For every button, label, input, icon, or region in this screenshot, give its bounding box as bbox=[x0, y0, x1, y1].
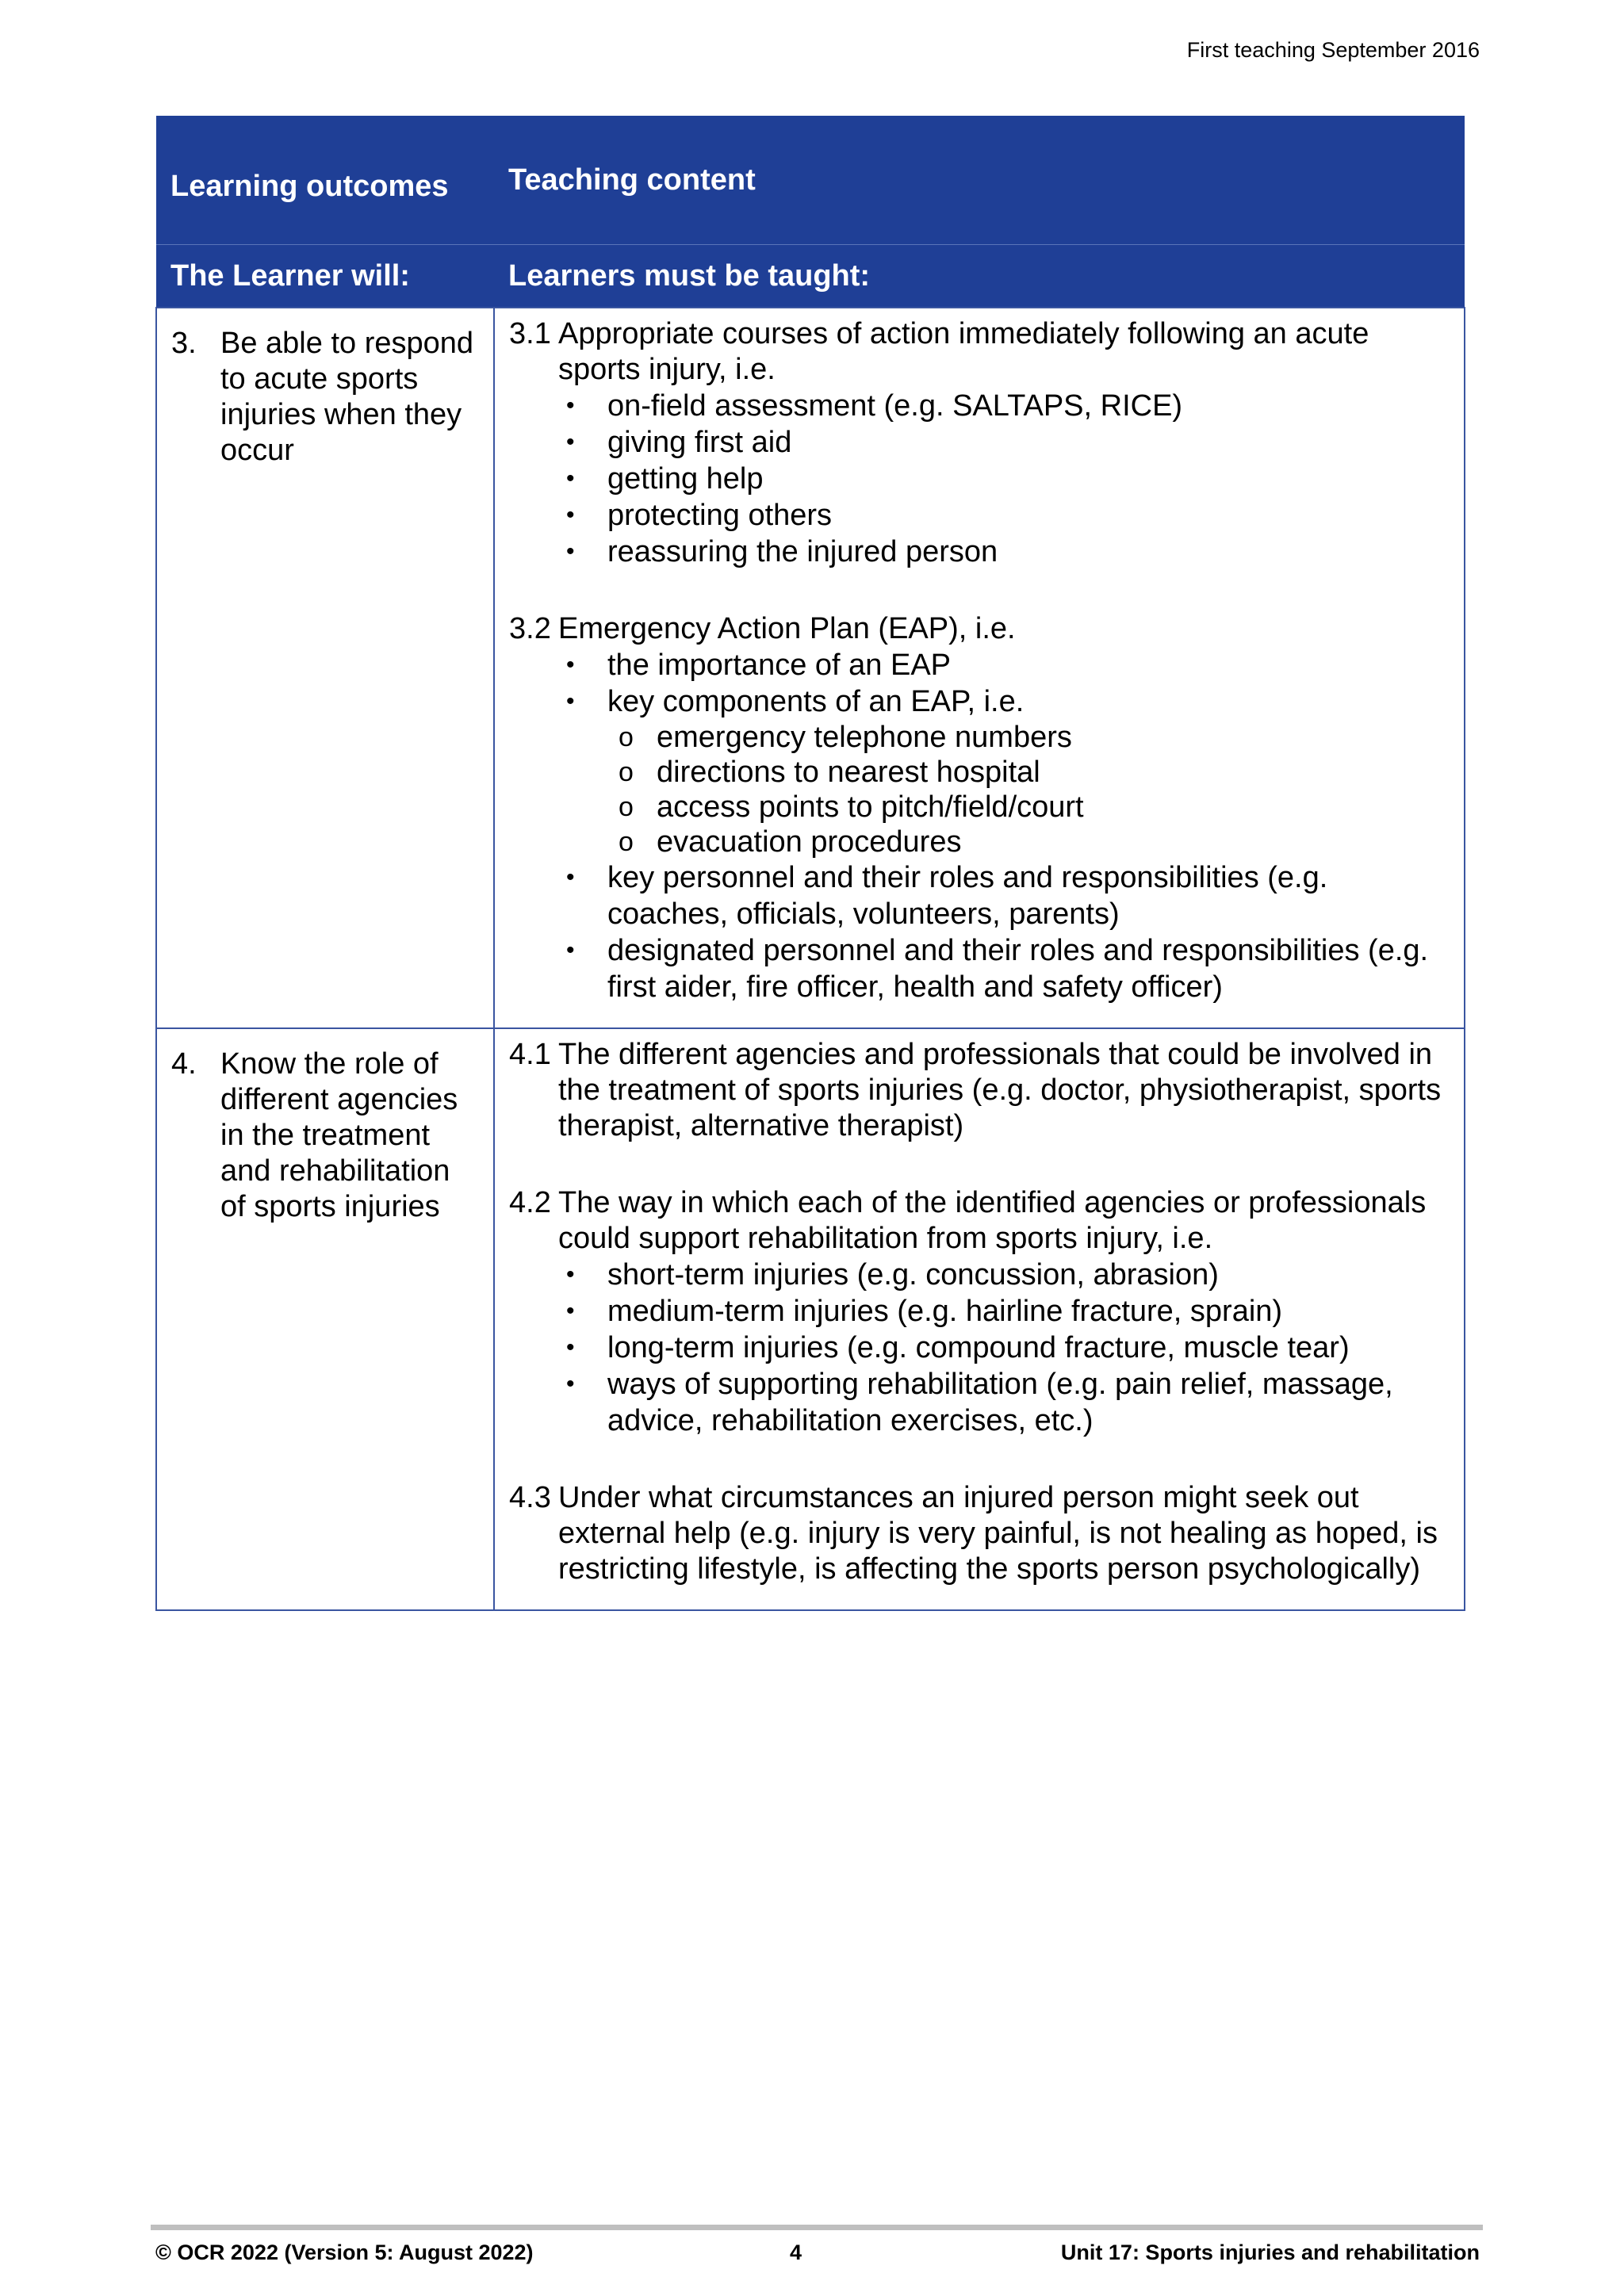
list-item: o directions to nearest hospital bbox=[607, 755, 1450, 790]
table-row bbox=[156, 1028, 1465, 1610]
section-text: The different agencies and professionals that could be involved in the treatment of sports injuries (e.g. doctor, physiotherapist, sports therapist, alternative therapist) bbox=[558, 1038, 1442, 1142]
teaching-content-header: Teaching content bbox=[494, 116, 1465, 245]
content-section bbox=[509, 316, 1450, 570]
bullet-list bbox=[509, 859, 1450, 1005]
outcome-text: Be able to respond to acute sports injuries when they occur bbox=[220, 327, 474, 467]
section-text: Under what circumstances an injured person might seek out external help (e.g. injury is very painful, is not healing as hoped, is restricting lifestyle, is affecting the sports person psychologically) bbox=[558, 1481, 1438, 1586]
list-item: • protecting others bbox=[558, 497, 1450, 534]
bullet-icon: • bbox=[566, 864, 575, 890]
list-item: • designated personnel and their roles and responsibilities (e.g. first aider, fire officer, health and safety officer) bbox=[558, 932, 1450, 1005]
circle-bullet-icon: o bbox=[619, 827, 634, 857]
section-text: The way in which each of the identified agencies or professionals could support rehabilitation from sports injury, i.e. bbox=[558, 1186, 1427, 1255]
content-section bbox=[509, 1185, 1450, 1439]
bullet-icon: • bbox=[566, 538, 575, 564]
list-item: • giving first aid bbox=[558, 424, 1450, 461]
outcome-text: Know the role of different agencies in the treatment and rehabilitation of sports injuries bbox=[220, 1047, 458, 1223]
bullet-icon: • bbox=[566, 1298, 575, 1324]
learner-will-subheader: The Learner will: bbox=[156, 245, 494, 308]
list-item: o evacuation procedures bbox=[607, 825, 1450, 859]
list-item: • reassuring the injured person bbox=[558, 534, 1450, 570]
list-item: • key components of an EAP, i.e. bbox=[558, 683, 1450, 720]
bullet-list bbox=[509, 388, 1450, 570]
footer-unit-title: Unit 17: Sports injuries and rehabilitation bbox=[1060, 2241, 1480, 2264]
list-item: • key personnel and their roles and responsibilities (e.g. coaches, officials, volunteers, parents) bbox=[558, 859, 1450, 932]
section-number: 3.1 bbox=[509, 317, 551, 350]
circle-bullet-icon: o bbox=[619, 757, 634, 787]
list-item: • the importance of an EAP bbox=[558, 647, 1450, 683]
bullet-list bbox=[509, 1257, 1450, 1439]
bullet-icon: • bbox=[566, 1371, 575, 1397]
section-number: 4.3 bbox=[509, 1481, 551, 1514]
section-number: 3.2 bbox=[509, 612, 551, 645]
circle-bullet-icon: o bbox=[619, 792, 634, 822]
content-table bbox=[155, 116, 1465, 1611]
section-text: Emergency Action Plan (EAP), i.e. bbox=[558, 612, 1016, 645]
subheader-row bbox=[156, 245, 1465, 308]
bullet-icon: • bbox=[566, 1261, 575, 1288]
bullet-icon: • bbox=[566, 465, 575, 492]
bullet-icon: • bbox=[566, 652, 575, 678]
learning-outcomes-header: Learning outcomes bbox=[156, 116, 494, 245]
content-section bbox=[509, 1037, 1450, 1144]
bullet-icon: • bbox=[566, 502, 575, 528]
list-item: • short-term injuries (e.g. concussion, abrasion) bbox=[558, 1257, 1450, 1293]
content-section bbox=[509, 1480, 1450, 1587]
outcome-cell bbox=[156, 1028, 494, 1610]
list-item: • ways of supporting rehabilitation (e.g. pain relief, massage, advice, rehabilitation exercises, etc.) bbox=[558, 1366, 1450, 1439]
footer-page-number: 4 bbox=[790, 2241, 802, 2264]
must-be-taught-subheader: Learners must be taught: bbox=[494, 245, 1465, 308]
header-row bbox=[156, 116, 1465, 245]
header-note: First teaching September 2016 bbox=[1186, 38, 1480, 62]
sub-bullet-list bbox=[509, 720, 1450, 859]
content-section bbox=[509, 611, 1450, 1005]
circle-bullet-icon: o bbox=[619, 722, 634, 752]
section-number: 4.1 bbox=[509, 1038, 551, 1071]
bullet-icon: • bbox=[566, 392, 575, 419]
section-text: Appropriate courses of action immediately following an acute sports injury, i.e. bbox=[558, 317, 1369, 386]
table-row bbox=[156, 308, 1465, 1028]
bullet-list bbox=[509, 647, 1450, 720]
bullet-icon: • bbox=[566, 688, 575, 714]
list-item: • long-term injuries (e.g. compound fracture, muscle tear) bbox=[558, 1330, 1450, 1366]
bullet-icon: • bbox=[566, 937, 575, 963]
outcome-number: 4. bbox=[171, 1047, 197, 1081]
footer-copyright: © OCR 2022 (Version 5: August 2022) bbox=[155, 2241, 534, 2264]
bullet-icon: • bbox=[566, 1334, 575, 1360]
list-item: o emergency telephone numbers bbox=[607, 720, 1450, 755]
footer-divider bbox=[151, 2225, 1483, 2230]
outcome-cell bbox=[156, 308, 494, 1028]
outcome-number: 3. bbox=[171, 327, 197, 360]
list-item: • on-field assessment (e.g. SALTAPS, RICE) bbox=[558, 388, 1450, 424]
content-cell bbox=[494, 308, 1465, 1028]
list-item: o access points to pitch/field/court bbox=[607, 790, 1450, 825]
list-item: • getting help bbox=[558, 461, 1450, 497]
section-number: 4.2 bbox=[509, 1186, 551, 1219]
list-item: • medium-term injuries (e.g. hairline fracture, sprain) bbox=[558, 1293, 1450, 1330]
content-cell bbox=[494, 1028, 1465, 1610]
bullet-icon: • bbox=[566, 429, 575, 455]
